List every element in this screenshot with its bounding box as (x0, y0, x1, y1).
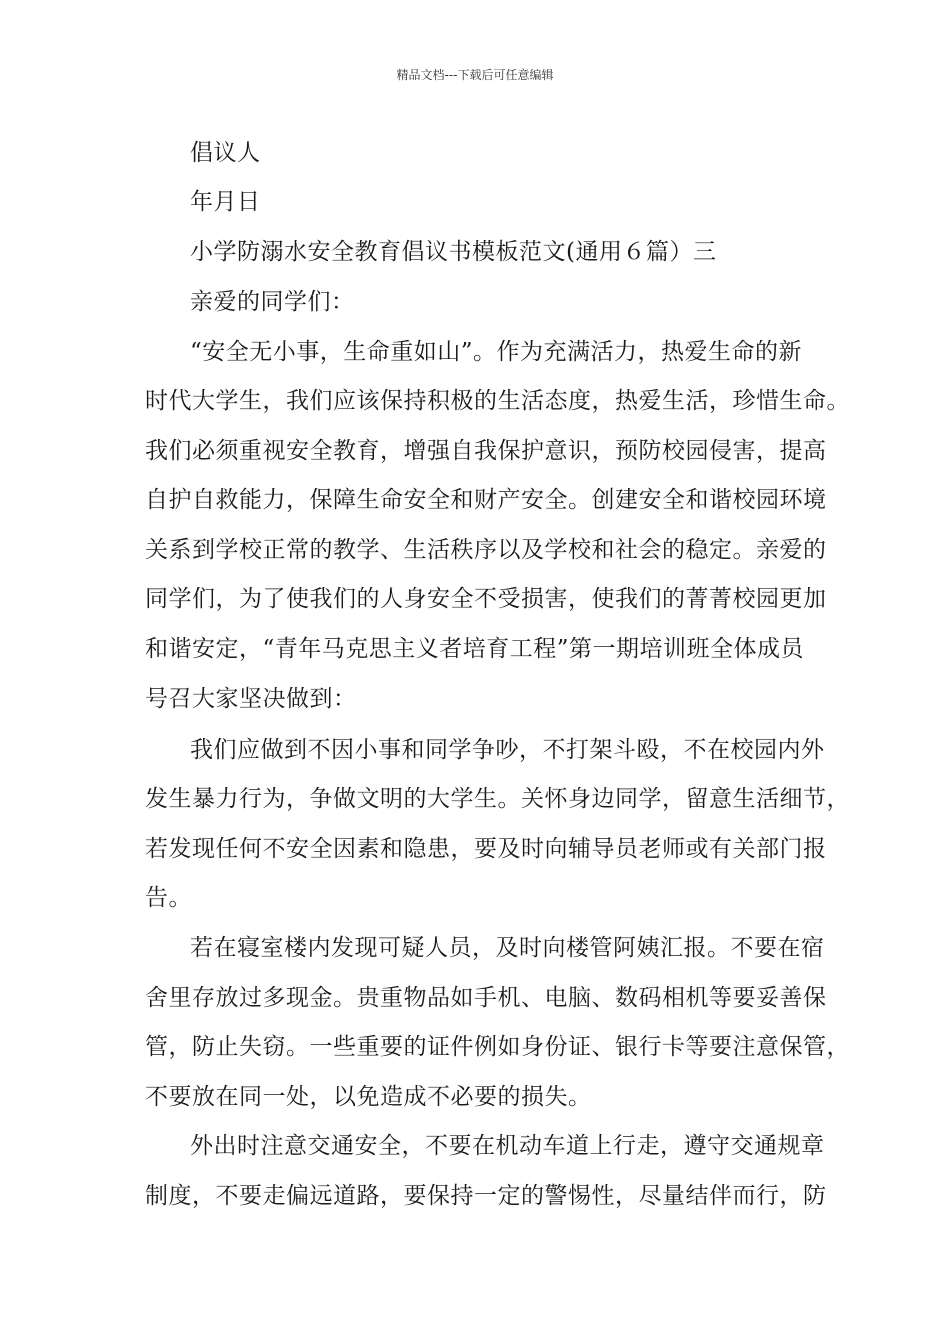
paragraph-line: 我们应做到不因小事和同学争吵，不打架斗殴，不在校园内外 (190, 737, 825, 763)
paragraph-line: 和谐安定，“青年马克思主义者培育工程”第一期培训班全体成员 (145, 636, 805, 662)
paragraph-line: 若在寝室楼内发现可疑人员，及时向楼管阿姨汇报。不要在宿 (190, 935, 825, 961)
paragraph-line: 号召大家坚决做到： (145, 686, 357, 712)
paragraph-line: 同学们，为了使我们的人身安全不受损害，使我们的菁菁校园更加 (145, 586, 827, 612)
paragraph-line: 舍里存放过多现金。贵重物品如手机、电脑、数码相机等要妥善保 (145, 985, 827, 1011)
paragraph-line: 若发现任何不安全因素和隐患，要及时向辅导员老师或有关部门报 (145, 836, 827, 862)
section-title: 小学防溺水安全教育倡议书模板范文(通用６篇）三 (190, 239, 717, 265)
paragraph-line: 告。 (145, 885, 192, 911)
paragraph-line: 制度，不要走偏远道路，要保持一定的警惕性，尽量结伴而行，防 (145, 1183, 827, 1209)
paragraph-line: “安全无小事，生命重如山”。作为充满活力，热爱生命的新 (190, 339, 803, 365)
paragraph-line: 管，防止失窃。一些重要的证件例如身份证、银行卡等要注意保管， (145, 1034, 850, 1060)
salutation: 亲爱的同学们： (190, 289, 355, 315)
paragraph-line: 关系到学校正常的教学、生活秩序以及学校和社会的稳定。亲爱的 (145, 537, 827, 563)
paragraph-line: 自护自救能力，保障生命安全和财产安全。创建安全和谐校园环境 (145, 487, 827, 513)
paragraph-line: 外出时注意交通安全，不要在机动车道上行走，遵守交通规章 (190, 1133, 825, 1159)
paragraph-line: 不要放在同一处，以免造成不必要的损失。 (145, 1084, 592, 1110)
page-header: 精品文档---下载后可任意编辑 (396, 68, 554, 82)
paragraph-line: 发生暴力行为，争做文明的大学生。关怀身边同学，留意生活细节， (145, 786, 850, 812)
signature-label: 倡议人 (190, 140, 261, 166)
date-label: 年月日 (190, 189, 261, 215)
paragraph-line: 我们必须重视安全教育，增强自我保护意识，预防校园侵害，提高 (145, 438, 827, 464)
paragraph-line: 时代大学生，我们应该保持积极的生活态度，热爱生活，珍惜生命。 (145, 388, 850, 414)
